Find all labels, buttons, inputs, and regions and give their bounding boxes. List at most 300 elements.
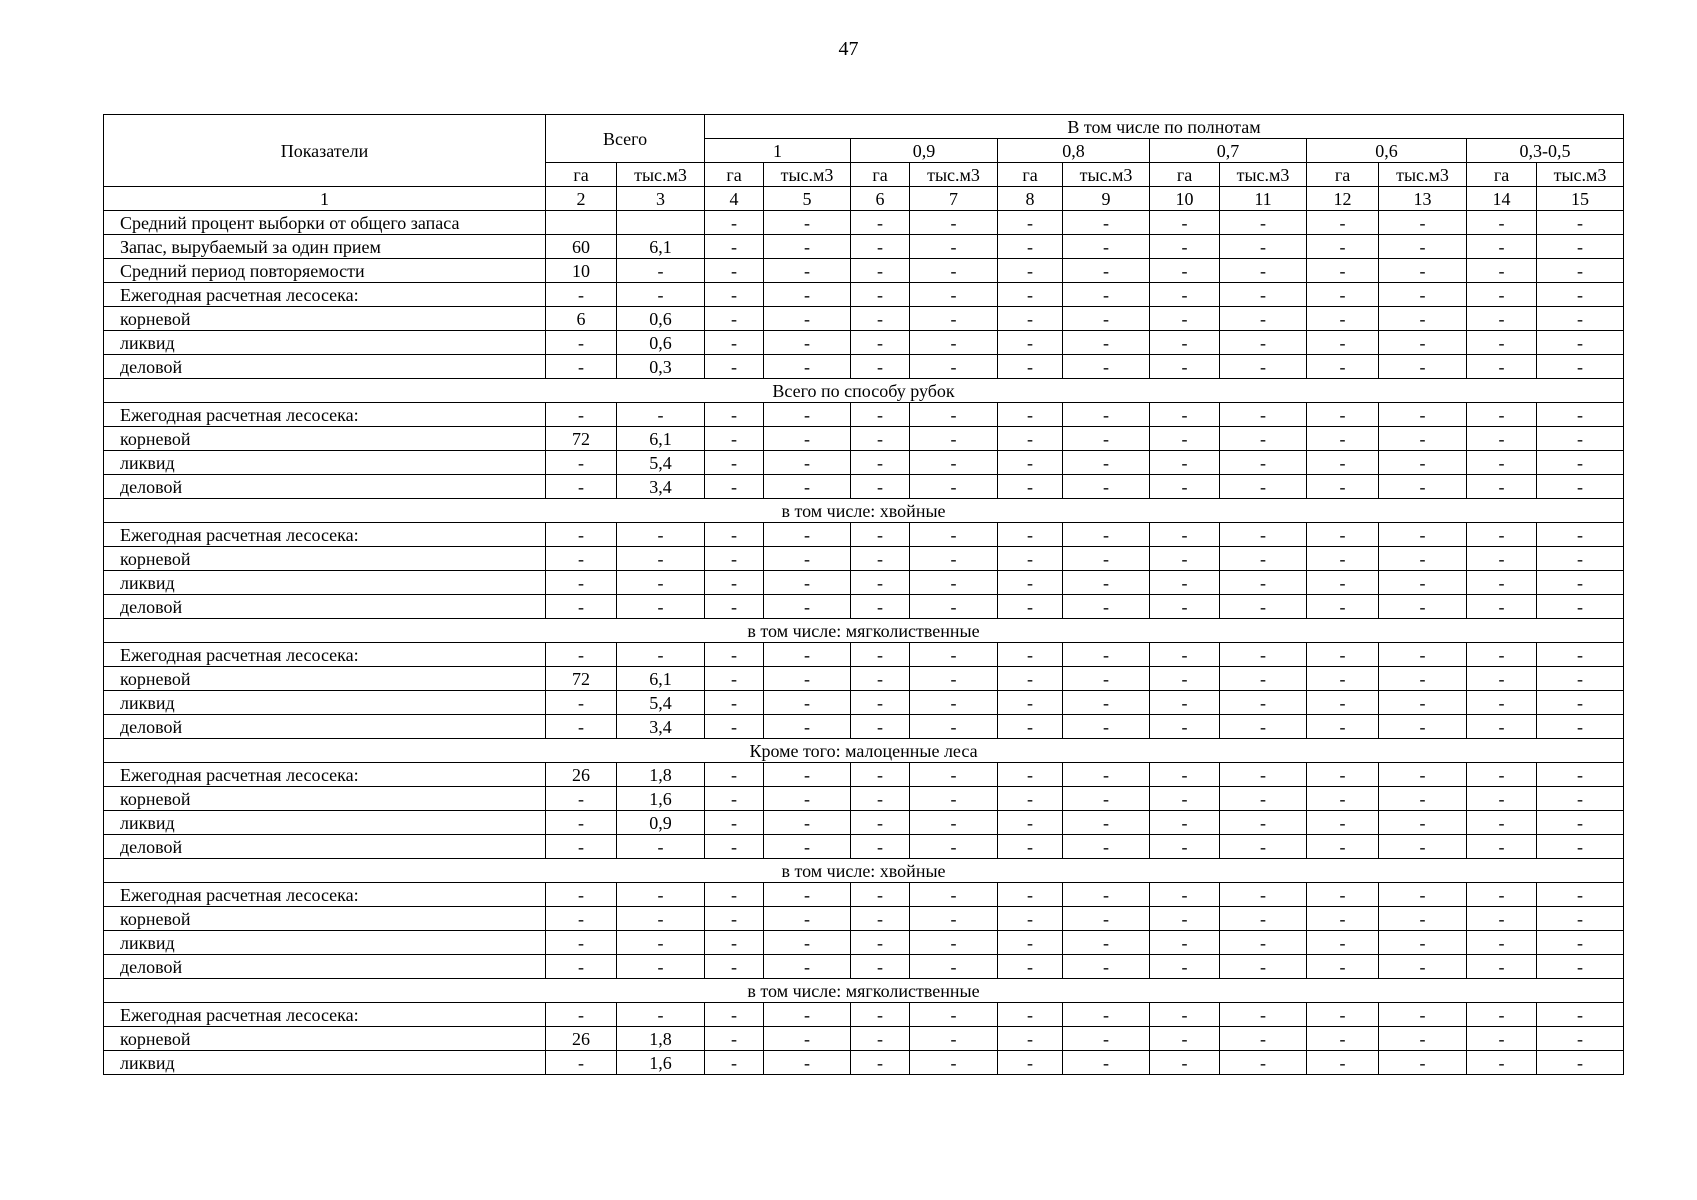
density-value-cell: -	[910, 331, 998, 355]
density-value-cell: -	[851, 427, 910, 451]
table-row	[104, 835, 1624, 859]
density-value-cell: -	[1150, 811, 1220, 835]
total-vol-cell: -	[617, 259, 705, 283]
total-ha-cell: 6	[546, 307, 617, 331]
row-label: Запас, вырубаемый за один прием	[104, 235, 546, 259]
density-value-cell: -	[1537, 955, 1624, 979]
density-value-cell: -	[1307, 451, 1379, 475]
total-ha-cell: 60	[546, 235, 617, 259]
row-label: Ежегодная расчетная лесосека:	[104, 763, 546, 787]
density-value-cell: -	[1220, 955, 1307, 979]
density-value-cell: -	[1467, 811, 1537, 835]
density-value-cell: -	[1537, 451, 1624, 475]
table-row	[104, 931, 1624, 955]
total-vol-cell: 3,4	[617, 715, 705, 739]
density-value-cell: -	[1307, 715, 1379, 739]
total-ha-cell	[546, 211, 617, 235]
logging-table	[103, 114, 1624, 1075]
density-value-cell: -	[1467, 259, 1537, 283]
row-label: корневой	[104, 1027, 546, 1051]
density-value-cell: -	[998, 787, 1063, 811]
density-value-cell: -	[998, 331, 1063, 355]
density-value-cell: -	[1379, 931, 1467, 955]
density-value-cell: -	[705, 643, 764, 667]
density-value-cell: -	[764, 1003, 851, 1027]
total-vol-cell: 6,1	[617, 427, 705, 451]
unit-ha-header: га	[1467, 163, 1537, 187]
unit-vol-header: тыс.м3	[1063, 163, 1150, 187]
density-value-cell: -	[705, 355, 764, 379]
density-value-cell: -	[705, 523, 764, 547]
density-value-cell: -	[705, 907, 764, 931]
density-value-cell: -	[851, 331, 910, 355]
density-value-cell: -	[764, 1051, 851, 1075]
column-number: 5	[764, 187, 851, 211]
table-row	[104, 451, 1624, 475]
density-value-cell: -	[1307, 763, 1379, 787]
density-value-cell: -	[1063, 475, 1150, 499]
total-ha-cell: -	[546, 451, 617, 475]
density-value-cell: -	[705, 283, 764, 307]
density-value-cell: -	[1467, 307, 1537, 331]
density-value-cell: -	[705, 1027, 764, 1051]
total-ha-cell: -	[546, 1051, 617, 1075]
column-number: 12	[1307, 187, 1379, 211]
density-value-cell: -	[998, 475, 1063, 499]
density-value-cell: -	[1220, 835, 1307, 859]
total-vol-cell: -	[617, 931, 705, 955]
density-value-cell: -	[1063, 811, 1150, 835]
density-value-cell: -	[1063, 235, 1150, 259]
density-value-cell: -	[705, 835, 764, 859]
density-value-cell: -	[1379, 523, 1467, 547]
row-label: ликвид	[104, 811, 546, 835]
density-value-cell: -	[1307, 907, 1379, 931]
density-value-cell: -	[1537, 331, 1624, 355]
density-header: 1	[705, 139, 851, 163]
density-value-cell: -	[1467, 787, 1537, 811]
density-value-cell: -	[1220, 691, 1307, 715]
density-value-cell: -	[1063, 1051, 1150, 1075]
total-ha-cell: -	[546, 787, 617, 811]
density-value-cell: -	[851, 955, 910, 979]
density-value-cell: -	[1063, 715, 1150, 739]
row-label: Ежегодная расчетная лесосека:	[104, 643, 546, 667]
density-value-cell: -	[1220, 427, 1307, 451]
total-ha-cell: -	[546, 643, 617, 667]
density-value-cell: -	[1150, 1051, 1220, 1075]
section-row	[104, 379, 1624, 403]
density-value-cell: -	[1537, 475, 1624, 499]
table-row	[104, 259, 1624, 283]
row-label: корневой	[104, 547, 546, 571]
density-value-cell: -	[1537, 787, 1624, 811]
density-value-cell: -	[1063, 1027, 1150, 1051]
density-value-cell: -	[998, 403, 1063, 427]
density-value-cell: -	[1467, 691, 1537, 715]
density-value-cell: -	[1063, 307, 1150, 331]
density-value-cell: -	[1537, 523, 1624, 547]
density-value-cell: -	[910, 403, 998, 427]
density-value-cell: -	[851, 451, 910, 475]
density-value-cell: -	[1379, 475, 1467, 499]
total-vol-cell: -	[617, 571, 705, 595]
total-ha-cell: -	[546, 571, 617, 595]
density-value-cell: -	[998, 1027, 1063, 1051]
table-row	[104, 355, 1624, 379]
row-label: ликвид	[104, 691, 546, 715]
unit-vol-header: тыс.м3	[617, 163, 705, 187]
density-value-cell: -	[1150, 691, 1220, 715]
density-value-cell: -	[998, 523, 1063, 547]
density-value-cell: -	[1379, 571, 1467, 595]
total-vol-cell: 1,8	[617, 1027, 705, 1051]
total-vol-cell: -	[617, 283, 705, 307]
table-row	[104, 643, 1624, 667]
density-value-cell: -	[764, 307, 851, 331]
table-row	[104, 1051, 1624, 1075]
density-value-cell: -	[910, 355, 998, 379]
density-value-cell: -	[764, 211, 851, 235]
total-ha-cell: -	[546, 1003, 617, 1027]
density-value-cell: -	[1150, 931, 1220, 955]
unit-ha-header: га	[705, 163, 764, 187]
density-value-cell: -	[1063, 259, 1150, 283]
column-number: 3	[617, 187, 705, 211]
table-row	[104, 595, 1624, 619]
column-number: 10	[1150, 187, 1220, 211]
density-value-cell: -	[1307, 1051, 1379, 1075]
density-value-cell: -	[1467, 643, 1537, 667]
density-value-cell: -	[1307, 955, 1379, 979]
density-value-cell: -	[1220, 715, 1307, 739]
total-vol-cell: -	[617, 1003, 705, 1027]
density-value-cell: -	[1307, 547, 1379, 571]
density-value-cell: -	[851, 931, 910, 955]
table-row	[104, 427, 1624, 451]
density-value-cell: -	[1537, 691, 1624, 715]
density-value-cell: -	[705, 427, 764, 451]
unit-ha-header: га	[998, 163, 1063, 187]
density-value-cell: -	[1220, 1027, 1307, 1051]
density-value-cell: -	[1379, 1003, 1467, 1027]
density-value-cell: -	[705, 595, 764, 619]
density-value-cell: -	[910, 547, 998, 571]
total-vol-cell: 0,9	[617, 811, 705, 835]
section-row	[104, 499, 1624, 523]
row-label: ликвид	[104, 331, 546, 355]
density-header: 0,9	[851, 139, 998, 163]
density-value-cell: -	[1063, 211, 1150, 235]
density-value-cell: -	[998, 691, 1063, 715]
density-value-cell: -	[851, 595, 910, 619]
density-value-cell: -	[1537, 715, 1624, 739]
section-title: в том числе: мягколиственные	[104, 979, 1624, 1003]
density-value-cell: -	[998, 763, 1063, 787]
column-number: 15	[1537, 187, 1624, 211]
density-value-cell: -	[910, 931, 998, 955]
table-row	[104, 547, 1624, 571]
total-ha-cell: 72	[546, 427, 617, 451]
total-ha-cell: -	[546, 955, 617, 979]
density-value-cell: -	[1537, 403, 1624, 427]
density-value-cell: -	[998, 235, 1063, 259]
density-value-cell: -	[1379, 403, 1467, 427]
density-value-cell: -	[910, 307, 998, 331]
table-row	[104, 907, 1624, 931]
density-value-cell: -	[1307, 355, 1379, 379]
page-number: 47	[838, 38, 859, 60]
density-value-cell: -	[1379, 355, 1467, 379]
density-value-cell: -	[705, 715, 764, 739]
density-value-cell: -	[1379, 211, 1467, 235]
density-value-cell: -	[910, 427, 998, 451]
density-value-cell: -	[1220, 259, 1307, 283]
row-label: ликвид	[104, 931, 546, 955]
density-value-cell: -	[764, 931, 851, 955]
density-value-cell: -	[1537, 211, 1624, 235]
total-vol-cell: 6,1	[617, 235, 705, 259]
density-value-cell: -	[1307, 307, 1379, 331]
density-value-cell: -	[1307, 835, 1379, 859]
density-value-cell: -	[1063, 763, 1150, 787]
row-label: ликвид	[104, 571, 546, 595]
section-title: в том числе: хвойные	[104, 499, 1624, 523]
density-value-cell: -	[1537, 763, 1624, 787]
density-value-cell: -	[1220, 211, 1307, 235]
density-value-cell: -	[764, 595, 851, 619]
total-vol-cell	[617, 211, 705, 235]
table-row	[104, 811, 1624, 835]
density-value-cell: -	[1307, 235, 1379, 259]
row-label: Средний процент выборки от общего запаса	[104, 211, 546, 235]
density-value-cell: -	[1150, 667, 1220, 691]
density-value-cell: -	[764, 259, 851, 283]
density-value-cell: -	[1379, 331, 1467, 355]
density-value-cell: -	[851, 907, 910, 931]
density-value-cell: -	[910, 835, 998, 859]
density-value-cell: -	[1307, 883, 1379, 907]
density-value-cell: -	[851, 715, 910, 739]
total-ha-cell: -	[546, 523, 617, 547]
density-value-cell: -	[1063, 907, 1150, 931]
density-value-cell: -	[1220, 331, 1307, 355]
table-row	[104, 883, 1624, 907]
density-value-cell: -	[705, 691, 764, 715]
density-value-cell: -	[705, 667, 764, 691]
density-value-cell: -	[1307, 427, 1379, 451]
density-value-cell: -	[1150, 547, 1220, 571]
density-value-cell: -	[764, 475, 851, 499]
density-value-cell: -	[1150, 403, 1220, 427]
density-value-cell: -	[1220, 523, 1307, 547]
row-label: корневой	[104, 307, 546, 331]
density-value-cell: -	[1063, 283, 1150, 307]
column-number: 9	[1063, 187, 1150, 211]
total-vol-cell: -	[617, 547, 705, 571]
density-value-cell: -	[1150, 763, 1220, 787]
density-value-cell: -	[1537, 547, 1624, 571]
density-value-cell: -	[1307, 931, 1379, 955]
row-label: корневой	[104, 907, 546, 931]
density-value-cell: -	[851, 475, 910, 499]
density-value-cell: -	[998, 211, 1063, 235]
density-value-cell: -	[1537, 907, 1624, 931]
density-value-cell: -	[1537, 355, 1624, 379]
density-value-cell: -	[764, 403, 851, 427]
density-value-cell: -	[1307, 643, 1379, 667]
total-ha-cell: -	[546, 595, 617, 619]
density-value-cell: -	[910, 643, 998, 667]
density-value-cell: -	[1379, 427, 1467, 451]
total-ha-cell: 72	[546, 667, 617, 691]
density-value-cell: -	[705, 787, 764, 811]
density-value-cell: -	[851, 787, 910, 811]
density-value-cell: -	[705, 931, 764, 955]
density-value-cell: -	[764, 715, 851, 739]
density-value-cell: -	[1150, 907, 1220, 931]
density-value-cell: -	[998, 955, 1063, 979]
density-value-cell: -	[1220, 763, 1307, 787]
density-value-cell: -	[1063, 355, 1150, 379]
density-value-cell: -	[1063, 547, 1150, 571]
density-value-cell: -	[1537, 667, 1624, 691]
density-value-cell: -	[1379, 307, 1467, 331]
total-vol-cell: 5,4	[617, 691, 705, 715]
density-value-cell: -	[1063, 931, 1150, 955]
table-row	[104, 667, 1624, 691]
density-value-cell: -	[1150, 1027, 1220, 1051]
density-value-cell: -	[1150, 307, 1220, 331]
density-value-cell: -	[705, 331, 764, 355]
density-value-cell: -	[1220, 283, 1307, 307]
column-number-row	[104, 187, 1624, 211]
density-value-cell: -	[1220, 355, 1307, 379]
density-value-cell: -	[1063, 643, 1150, 667]
density-value-cell: -	[1537, 835, 1624, 859]
density-value-cell: -	[1150, 235, 1220, 259]
density-value-cell: -	[1220, 907, 1307, 931]
density-value-cell: -	[1220, 883, 1307, 907]
density-value-cell: -	[910, 259, 998, 283]
density-value-cell: -	[1220, 451, 1307, 475]
density-value-cell: -	[1467, 283, 1537, 307]
density-value-cell: -	[1467, 1003, 1537, 1027]
density-value-cell: -	[1537, 1003, 1624, 1027]
density-value-cell: -	[851, 1003, 910, 1027]
density-value-cell: -	[1150, 835, 1220, 859]
density-value-cell: -	[1220, 475, 1307, 499]
density-value-cell: -	[1379, 547, 1467, 571]
density-value-cell: -	[1150, 283, 1220, 307]
total-vol-cell: -	[617, 523, 705, 547]
density-value-cell: -	[1467, 355, 1537, 379]
density-value-cell: -	[910, 523, 998, 547]
density-value-cell: -	[705, 307, 764, 331]
density-value-cell: -	[764, 283, 851, 307]
section-row	[104, 859, 1624, 883]
density-value-cell: -	[1063, 667, 1150, 691]
total-ha-cell: -	[546, 475, 617, 499]
total-ha-cell: -	[546, 715, 617, 739]
row-label: деловой	[104, 595, 546, 619]
density-value-cell: -	[705, 475, 764, 499]
total-ha-cell: 26	[546, 1027, 617, 1051]
density-value-cell: -	[1150, 715, 1220, 739]
column-number: 8	[998, 187, 1063, 211]
table-row	[104, 787, 1624, 811]
total-ha-cell: -	[546, 931, 617, 955]
total-ha-cell: 10	[546, 259, 617, 283]
density-value-cell: -	[1063, 427, 1150, 451]
table-row	[104, 331, 1624, 355]
density-value-cell: -	[764, 331, 851, 355]
table-row	[104, 955, 1624, 979]
density-value-cell: -	[1467, 403, 1537, 427]
density-value-cell: -	[998, 907, 1063, 931]
row-label: ликвид	[104, 451, 546, 475]
density-value-cell: -	[998, 355, 1063, 379]
density-value-cell: -	[764, 763, 851, 787]
density-value-cell: -	[851, 259, 910, 283]
density-value-cell: -	[705, 811, 764, 835]
density-value-cell: -	[851, 667, 910, 691]
row-label: ликвид	[104, 1051, 546, 1075]
density-value-cell: -	[1150, 883, 1220, 907]
density-value-cell: -	[1467, 451, 1537, 475]
total-ha-cell: -	[546, 331, 617, 355]
total-vol-cell: 1,6	[617, 1051, 705, 1075]
density-value-cell: -	[1220, 787, 1307, 811]
total-vol-cell: 1,6	[617, 787, 705, 811]
density-value-cell: -	[851, 763, 910, 787]
density-value-cell: -	[998, 931, 1063, 955]
density-value-cell: -	[1307, 211, 1379, 235]
density-value-cell: -	[705, 1051, 764, 1075]
density-value-cell: -	[1537, 259, 1624, 283]
row-label: корневой	[104, 427, 546, 451]
unit-vol-header: тыс.м3	[1537, 163, 1624, 187]
density-value-cell: -	[1063, 403, 1150, 427]
density-value-cell: -	[1220, 931, 1307, 955]
density-value-cell: -	[1307, 571, 1379, 595]
density-value-cell: -	[1307, 259, 1379, 283]
density-header: 0,8	[998, 139, 1150, 163]
table-header	[104, 115, 1624, 211]
density-value-cell: -	[1220, 235, 1307, 259]
total-vol-cell: -	[617, 955, 705, 979]
density-value-cell: -	[1467, 907, 1537, 931]
unit-ha-header: га	[851, 163, 910, 187]
density-value-cell: -	[851, 643, 910, 667]
density-value-cell: -	[1379, 811, 1467, 835]
table-row	[104, 715, 1624, 739]
density-value-cell: -	[764, 643, 851, 667]
density-value-cell: -	[998, 811, 1063, 835]
density-value-cell: -	[1379, 595, 1467, 619]
table-row	[104, 307, 1624, 331]
density-header: 0,6	[1307, 139, 1467, 163]
density-value-cell: -	[1150, 451, 1220, 475]
density-value-cell: -	[1307, 331, 1379, 355]
density-value-cell: -	[1220, 595, 1307, 619]
density-value-cell: -	[851, 403, 910, 427]
total-vol-cell: -	[617, 907, 705, 931]
table-row	[104, 403, 1624, 427]
row-label: Средний период повторяемости	[104, 259, 546, 283]
density-value-cell: -	[1379, 715, 1467, 739]
density-value-cell: -	[1537, 1051, 1624, 1075]
